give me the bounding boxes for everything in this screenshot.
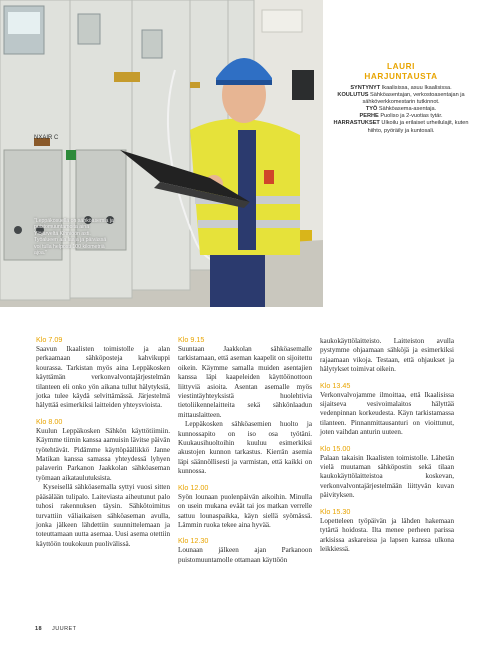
time-heading: Klo 9.15 — [178, 335, 205, 344]
time-heading: Klo 12.00 — [178, 482, 209, 492]
profile-field-value: Ikaalisissa, asuu Ikaalisissa. — [381, 85, 452, 91]
article-paragraph: Syön lounaan puolenpäivän aikoihin. Minulla on usein mukana eväät tai jos matkan verrelle sattuu lounaspaikka, käyn siellä syömässä. Lämmin ruoka tekee aina hyvää. — [178, 492, 312, 529]
page-number: 18 — [35, 626, 43, 632]
profile-field-key: TYÖ — [365, 106, 378, 113]
article-paragraph: Saavun Ikaalisten toimistolle ja alan perkaamaan sähköposteja kahvikuppi kourassa. Tarkistan myös aina Leppäkosken käyttämän verkonvalvontajärjestelmän tilanteen eli onko yön aikana tullut hälytyksiä, jotka tulee käydä selvittämässä. Järjestelmä hälyttää esimerkiksi laitteiden yhteysvioista. — [36, 345, 170, 410]
profile-field-value: Puoliso ja 2-vuotias tytär. — [380, 113, 443, 120]
time-heading: Klo 15.30 — [320, 506, 351, 516]
profile-field-value: Sähköasema-asentaja. — [378, 106, 437, 113]
article-column-1 — [36, 335, 170, 549]
article-paragraph: Leppäkosken sähköasemien huolto ja kunnossapito on iso osa työtäni. Kuukausihuoltoihin kuuluu esimerkiksi akustojen kunnon tarkastus. Kierrän asemia läpi säännöllisesti ja varmistan, että kaikki on kunnossa. — [178, 420, 312, 476]
profile-field — [331, 92, 471, 106]
article-paragraph: Palaan takaisin Ikaalisten toimistolle. Lähetän vielä muutaman sähköpostin sekä tilaan kaukokäyttölaitteistoa koskevan, verkonvalvontajärjestelmään liittyvän kuvan päivityksen. — [320, 453, 454, 500]
article-paragraph: Lopetteleen työpäivän ja lähden hakemaan tytärtä hoidosta. Ilta menee perheen parissa arkisissa askareissa ja lapsen kanssa ulkona leikkiessä. — [320, 516, 454, 553]
time-heading: Klo 13.45 — [320, 380, 351, 390]
profile-sidebar — [331, 62, 471, 135]
profile-field-value: Ulkoilu ja erilaiset urheilulajit, kuten hiihto, pyöräily ja kuntosali. — [367, 120, 469, 134]
article-column-3 — [320, 337, 454, 554]
profile-field-value: Sähköasentajan, verkostoasentajan ja sähköverkkomestarin tutkinnot. — [362, 92, 465, 106]
time-heading: Klo 12.30 — [178, 536, 209, 546]
profile-field-key: SYNTYNYT — [350, 85, 381, 91]
article-paragraph: kaukokäyttölaitteisto. Laitteiston avulla pystymme ohjaamaan sähköjä ja esimerkiksi rajaamaan vikoja. Testaan, että ohjaukset ja hälytykset toimivat oikein. — [320, 337, 454, 374]
profile-field-key: KOULUTUS — [337, 92, 369, 99]
photo-caption: ”Leppäkosuella on sähköasemia ja puistomuuntamoita aina Ylöjärveltä Kihniöön asti. Työalueen ala laaja ja päivässä voi tulla helposti 100 kilometriä ajoa.” — [34, 218, 114, 257]
time-heading: Klo 8.00 — [36, 416, 63, 426]
time-heading: Klo 7.09 — [36, 335, 63, 344]
panel-label: NXAIR C — [34, 135, 59, 141]
profile-field — [331, 85, 471, 92]
article-paragraph: Kuulun Leppäkosken Sähkön käyttötiimiin. Käymme tiimin kanssa aamuisin lävitse päivän työtehtävät. Pidämme käyttöpäällikkö Janne Matikan kanssa samassa yhteydessä lyhyen palaverin Parkanon Jaakkolan sähköaseman työmaan aikataulutuksista. — [36, 426, 170, 482]
substation-photo — [0, 0, 323, 307]
section-name: JUURET — [52, 626, 77, 632]
article-paragraph: Verkonvalvojamme ilmoittaa, että Ikaalisissa sijaitseva vesivoimalaitos hälyttää vedenpinnan korkeudesta. Käyn tarkistamassa tilanteen. Pinnanmittausanturi on vioittunut, joten vaihdan anturin uuteen. — [320, 390, 454, 437]
article-paragraph: Kyseisellä sähköasemalla syttyi vuosi sitten pääsälään tulipalo. Laiteviasta aiheutunut palo tuhosi rakennuksen täysin. Sähkötoimitus turvattiin väliaikaisen sähköaseman avulla, jonka jälkeen lähdettiin suunnittelemaan ja toteuttamaan uutta asemaa. Uusi asema otettiin käyttöön toukokuun puolivälissä. — [36, 483, 170, 548]
article-column-2 — [178, 335, 312, 565]
profile-field-key: HARRASTUKSET — [333, 120, 380, 127]
article-paragraph: Lounaan jälkeen ajan Parkanoon puistomuuntamolle ottamaan käyttöön — [178, 546, 312, 564]
profile-field — [331, 113, 471, 120]
profile-name-last: HARJUNTAUSTA — [364, 72, 438, 81]
time-heading: Klo 15.00 — [320, 443, 351, 453]
profile-field — [331, 120, 471, 134]
profile-field-key: PERHE — [359, 113, 379, 120]
profile-field — [331, 106, 471, 113]
photo — [0, 0, 323, 307]
page-footer — [35, 626, 76, 632]
article-paragraph: Suuntaan Jaakkolan sähköasemalle tarkistamaan, että aseman kaapelit on sijoitettu oikein. Käymme samalla muiden asentajien kanssa läpi kaapeleiden käyttöönottoon liittyviä asioita. Asentan asemalle myös viestintäyhteyksistä huolehtivia tietoliikennelaitteita sekä sähkönlaadun mittauslaitteen. — [178, 345, 312, 419]
profile-name-first: LAURI — [386, 62, 415, 71]
